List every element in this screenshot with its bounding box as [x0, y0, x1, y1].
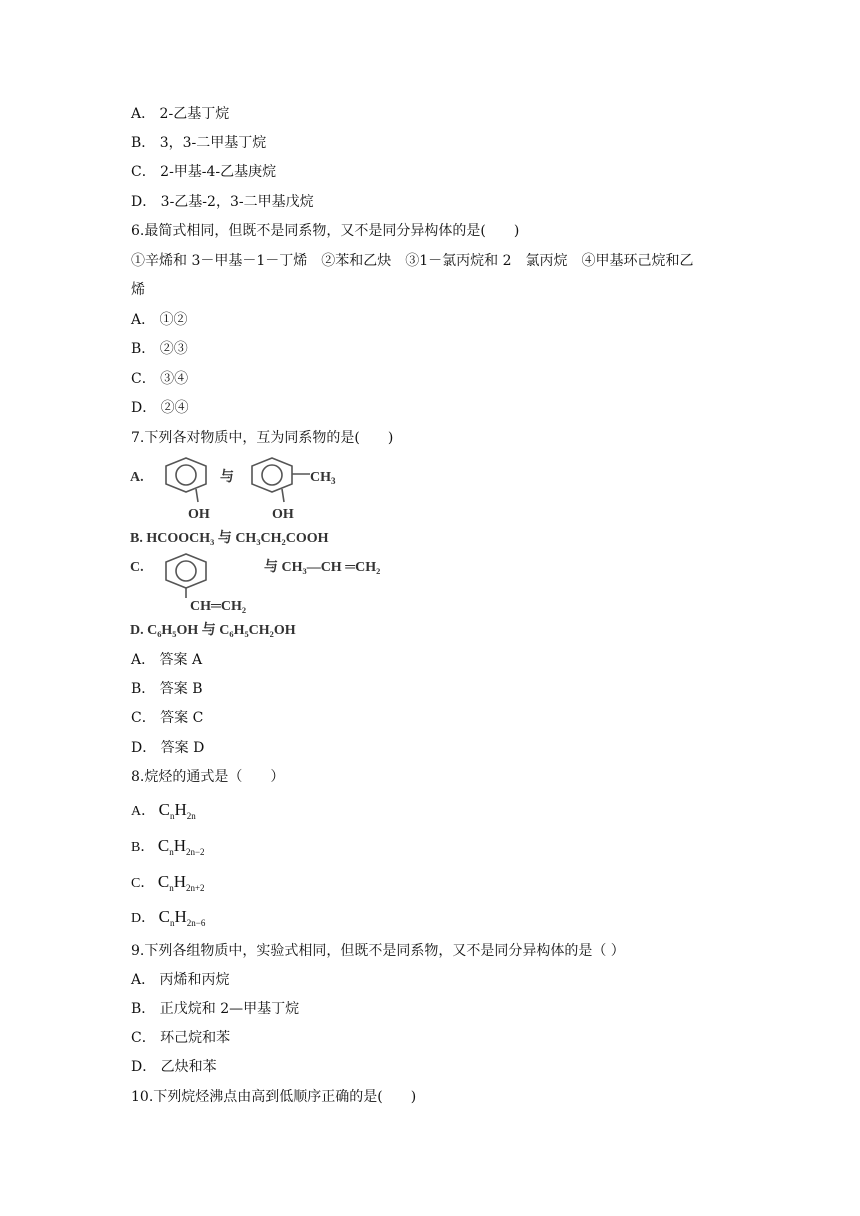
- benzene-ring-c: [166, 554, 206, 588]
- q9-option-d: D． 乙炔和苯: [131, 1059, 217, 1075]
- fig-c-sub: CH═CH₂: [190, 599, 247, 614]
- q6-option-d: D． ②④: [131, 400, 189, 416]
- fig-option-d: D. C₆H₅OH 与 C₆H₅CH₂OH: [130, 623, 296, 638]
- q6-option-b: B． ②③: [131, 341, 188, 357]
- q7-option-c: C． 答案 C: [131, 710, 204, 726]
- q6-stem: 6.最简式相同，但既不是同系物，又不是同分异构体的是( ): [131, 223, 520, 239]
- q9-option-c: C． 环己烷和苯: [131, 1030, 231, 1046]
- q9-option-b: B． 正戊烷和 2—甲基丁烷: [131, 1001, 300, 1017]
- q8-option-b: B． $C_nH_{2n-2}$: [131, 836, 205, 857]
- fig-c-right: 与 CH₃—CH ═CH₂: [264, 560, 381, 575]
- fig-connector-a: 与: [220, 470, 234, 485]
- fig-label-a: A.: [130, 470, 144, 485]
- q7-option-b: B． 答案 B: [131, 681, 203, 697]
- q5-option-b: B． 3，3-二甲基丁烷: [131, 135, 267, 151]
- q7-option-a: A． 答案 A: [131, 652, 203, 668]
- q9-stem: 9.下列各组物质中，实验式相同，但既不是同系物，又不是同分异构体的是（ ）: [131, 943, 625, 959]
- fig-ch3-text: CH: [310, 470, 331, 485]
- fig-oh-left: OH: [188, 507, 210, 522]
- q5-option-a: A． 2-乙基丁烷: [131, 106, 230, 122]
- benzene-ring-a-left: [166, 458, 206, 492]
- q8-option-a: A． $C_nH_{2n}$: [131, 800, 196, 821]
- q5-option-d: D． 3-乙基-2，3-二甲基戊烷: [131, 194, 314, 210]
- q6-option-c: C． ③④: [131, 371, 189, 387]
- q8-option-d: D． $C_nH_{2n-6}$: [131, 907, 206, 928]
- fig-oh-right: OH: [272, 507, 294, 522]
- q8-stem: 8.烷烃的通式是（ ）: [131, 769, 285, 785]
- q8-option-c: C． $C_nH_{2n+2}$: [131, 872, 205, 893]
- q7-option-d: D． 答案 D: [131, 740, 205, 756]
- q6-option-a: A． ①②: [131, 312, 188, 328]
- fig-ch3-sub: 3: [331, 476, 336, 486]
- fig-ch3: [310, 470, 336, 486]
- q7-stem: 7.下列各对物质中，互为同系物的是( ): [131, 430, 394, 446]
- q5-option-c: C． 2-甲基-4-乙基庚烷: [131, 164, 277, 180]
- benzene-ring-a-right: [252, 458, 292, 492]
- q10-stem: 10.下列烷烃沸点由高到低顺序正确的是( ): [131, 1089, 417, 1105]
- fig-option-b: B. HCOOCH₃ 与 CH₃CH₂COOH: [130, 531, 329, 546]
- q6-items-line1: ①辛烯和 3－甲基－1－丁烯 ②苯和乙炔 ③1－氯丙烷和 2 氯丙烷 ④甲基环己烷和乙: [131, 253, 694, 269]
- q7-structure-figure: [128, 452, 418, 642]
- fig-label-c: C.: [130, 560, 144, 575]
- q9-option-a: A． 丙烯和丙烷: [131, 972, 230, 988]
- q6-items-line2: 烯: [131, 282, 145, 298]
